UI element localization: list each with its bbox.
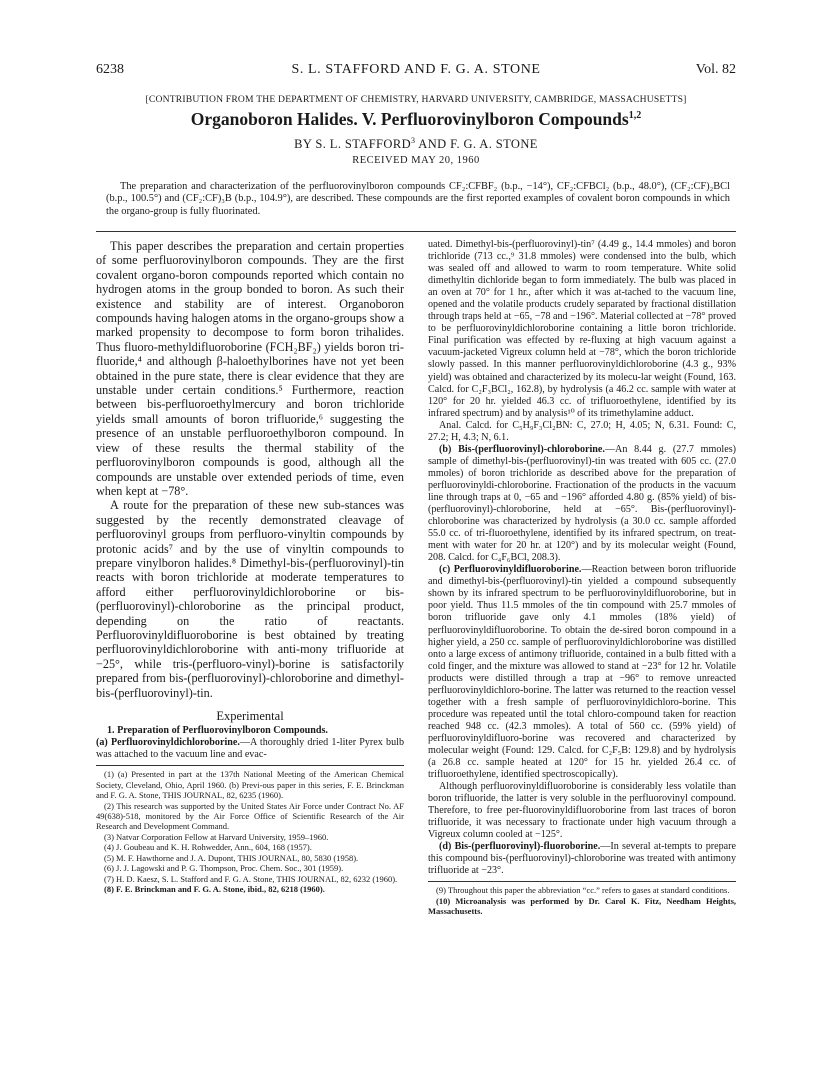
footnote-4: (4) J. Goubeau and K. H. Rohwedder, Ann., 604, 168 (1957). (104, 842, 312, 853)
volume-label: Vol. 82 (695, 62, 736, 77)
subsection-a-text: —A thoroughly dried 1-liter Pyrex bulb was attached to the vacuum line and evac- (96, 737, 404, 761)
experimental-lead (96, 725, 404, 761)
intro-paragraph-2: A route for the preparation of these new sub-stances was suggested by the recently demonstrated cleavage of perfluorovinyl groups from perfluoro-vinyltin compounds by protonic acids⁷ and by the use of vinyltin compounds to prepare vinylboron halides.⁸ Dimethyl-bis-(perfluorovinyl)-tin reacts with boron trichloride at moderate temperatures to afford either perfluorovinyldichloroborine or bis-(perfluorovinyl)-chloroborine as the principal product, depending on the ratio of reactants. Perfluorovinyldifluoroborine is best obtained by treating perfluorovinyldichloroborine with anti-mony trifluoride at −25°, while tris-(perfluoro-vinyl)-borine is satisfactorily prepared from bis-(perfluorovinyl)-chloroborine and dimethyl-bis-(perfluorovinyl)-tin. (96, 498, 404, 700)
footnote-7: (7) H. D. Kaesz, S. L. Stafford and F. G. A. Stone, THIS JOURNAL, 82, 6232 (1960). (104, 873, 398, 884)
title-text: Organoboron Halides. V. Perfluorovinylboron Compounds (190, 109, 629, 129)
left-column (96, 239, 404, 895)
byline (96, 136, 736, 152)
right-column (428, 239, 736, 917)
footnote-2: (2) This research was supported by the United States Air Force under Contract No. AF 49(638)-518, monitored by the Air Force Office of Scientific Research of the Air Research and Development Command. (96, 800, 404, 832)
intro-paragraph-1: This paper describes the preparation and certain properties of some perfluorovinylboron compounds. They are the first covalent organo-boron compounds reported which contain no hydrogen atoms in the group bonded to boron. As such their existence and stability are of interest. Organoboron compounds having halogen atoms in the organo-groups show a marked propensity to decompose to form boron trihalides. Thus fluoro-methyldifluoroborine (FCH₂BF₂) yields boron tri-fluoride,⁴ and although β-haloethylborines have not yet been obtained in the pure state, there is clear evidence that they are unstable under certain conditions.⁵ Furthermore, reaction between bis-perfluoroethylmercury and boron trichloride yields small amounts of boron trifluoride,⁶ suggesting the presence of an unstable perfluoroethylboron compound. In view of these results the thermal stability of the perfluorovinylboron compounds is good, although all the compounds are unstable over extended periods of time, even when kept at −78°. (96, 239, 404, 498)
abstract-text: The preparation and characterization of the perfluorovinylboron compounds CF₂:CFBF₂ (b.p., −14°), CF₂:CFBCl₂ (b.p., 48.0°), (CF₂:CF)₂BCl (b.p., 100.5°) and (CF₂:CF)₃B (b.p., 104.9°), are described. These compounds are the first reported examples of covalent boron compounds in which the organo-group is fully fluorinated. (106, 181, 730, 217)
received-date: RECEIVED MAY 20, 1960 (352, 155, 480, 166)
analysis-paragraph: Anal. Calcd. for C₅H₉F₃Cl₂BN: C, 27.0; H, 4.05; N, 6.31. Found: C, 27.2; H, 4.3; N, 6.1. (428, 419, 736, 443)
byline-prefix: BY (294, 137, 312, 152)
footnote-1: (1) (a) Presented in part at the 137th National Meeting of the American Chemical Society, Cleveland, Ohio, April 1960. (b) Previ-ous paper in this series, F. E. Brinckman and F. G. A. Stone, THIS JOURNAL, 82, 6235 (1960). (96, 769, 404, 801)
author-1-footnote: 3 (411, 136, 416, 145)
subsection-d-label: (d) Bis-(perfluorovinyl)-fluoroborine. (439, 841, 601, 853)
abstract-divider (96, 231, 736, 232)
footnote-9: (9) Throughout this paper the abbreviation “cc.” refers to gases at standard conditions. (436, 885, 730, 896)
footnote-divider-right (428, 881, 736, 882)
subsection-c (428, 564, 736, 781)
running-head (96, 62, 736, 82)
section-1-heading: 1. Preparation of Perfluorovinylboron Compounds. (107, 725, 328, 736)
footnote-divider-left (96, 765, 404, 766)
running-authors: S. L. STAFFORD AND F. G. A. STONE (291, 62, 541, 77)
subsection-a-label: (a) Perfluorovinyldichloroborine. (96, 737, 240, 749)
byline-conjunction: AND (418, 137, 447, 152)
footnote-10: (10) Microanalysis was performed by Dr. Carol K. Fitz, Needham Heights, Massachusetts. (428, 895, 736, 917)
abstract (106, 181, 730, 218)
subsection-c-label: (c) Perfluorovinyldifluoroborine. (439, 564, 582, 576)
subsection-d (428, 841, 736, 877)
footnote-8: (8) F. E. Brinckman and F. G. A. Stone, ibid., 82, 6218 (1960). (104, 884, 325, 895)
subsection-b-label: (b) Bis-(perfluorovinyl)-chloroborine. (439, 443, 605, 455)
author-1: S. L. STAFFORD (315, 137, 412, 152)
footnote-6: (6) J. J. Lagowski and P. G. Thompson, Proc. Chem. Soc., 301 (1959). (104, 863, 344, 874)
subsection-b-text: —An 8.44 g. (27.7 mmoles) sample of dimethyl-bis-(perfluorovinyl)-tin was treated with 605 cc. (27.0 mmoles) of boron trichloride as described above for the preparation of perfluorovinyldi-chloroborine. Fractionation of the products in the vacuum line through traps at 0, −65 and −196° afforded 4.80 g. (85% yield) of bis-(perfluorovinyl)-chloroborine, held at −65°. Bis-(perfluorovinyl)-chloroborine was characterized by hydrolysis (a 30.0 cc. sample afforded 55.0 cc. of tri-fluoroethylene, identified by its infrared spectrum, on treat-ment with water for 20 hr. at 120°) and by its molecular weight (Found, 208. Calcd. for C₄F₆BCl, 208.3). (428, 443, 737, 564)
subsection-a-continued: uated. Dimethyl-bis-(perfluorovinyl)-tin⁷ (4.49 g., 14.4 mmoles) and boron trichloride (713 cc.,⁹ 31.8 mmoles) were condensed into the bulb, which was sealed off and allowed to warm to room temperature. White solid dimethyltin dichloride began to form immediately. The bulb was placed in an oven at 70° for 1 hr., after which it was at-tached to the vacuum line, opened and the volatile products crudely separated by fractional distillation through traps held at −65, −78 and −196°. Material collected at −78° proved to be perfluorovinyldichloroborine containing a little boron trichloride. Final purification was effected by re-fluxing at high vacuum against a vacuum-jacketed Vigreux column held at −78°, which the boron trichloride slowly passed. In this manner perfluorovinyldichloroborine (4.3 g., 93% yield) was obtained and characterized by its molecu-lar weight (Found, 163. Calcd. for C₂F₃BCl₂, 162.8), by hydrolysis (a 46.2 cc. sample with water at 120° for 20 hr. yielded 46.3 cc. of trifluoroethylene, identified by its infrared spectrum) and by analysis¹⁰ of its trimethylamine adduct. (428, 239, 736, 419)
article-title (96, 109, 736, 130)
footnote-3: (3) Natvar Corporation Fellow at Harvard University, 1959–1960. (104, 831, 329, 842)
subsection-b (428, 444, 736, 564)
page-number: 6238 (96, 62, 124, 77)
subsection-c-text: —Reaction between boron trifluoride and dimethyl-bis-(perfluorovinyl)-tin yielded a compound subsequently shown by its infrared spectrum to be perfluorovinyldifluoroborine, but in poor yield. Thus 11.5 mmoles of the tin compound with 25.7 mmoles of boron trifluoride gave only 4.1 mmoles (18% yield) of perfluorovinyldifluoroborine. To obtain the de-sired boron compound in a higher yield, a 250 cc. sample of perfluorovinyldichloroborine was distilled onto a large excess of antimony trifluoride, contained in a bulb fitted with a cold finger, and the mixture was allowed to stand at −23° for 12 hr. Volatile products were distilled through a trap at −96° to remove unreacted perfluorovinyldichloro-borine. The latter was returned to the reaction vessel together with a fresh sample of perfluorovinyldichloro-borine. This procedure was repeated until the total chloro-compound taken for reaction reached 948 cc. (42.3 mmoles). A total of 560 cc. (59% yield) of perfluorovinyldifluoro-borine was recovered and characterized by molecular weight (Found: 129. Calcd. for C₂F₅B: 129.8) and by hydrolysis (a 26.8 cc. sample heated at 120° for 15 hr. yielded 26.4 cc. of trifluoroethylene, identified spectroscopically). (428, 564, 737, 781)
subsection-d-text: —In several at-tempts to prepare this compound bis-(perfluorovinyl)-chloroborine was treated with antimony trifluoride at −23°. (428, 841, 736, 877)
experimental-heading: Experimental (216, 709, 284, 723)
contribution-line: [CONTRIBUTION FROM THE DEPARTMENT OF CHEMISTRY, HARVARD UNIVERSITY, CAMBRIDGE, MASSACHUSETTS] (145, 94, 687, 105)
title-footnote-marks: 1,2 (628, 110, 642, 122)
footnote-5: (5) M. F. Hawthorne and J. A. Dupont, THIS JOURNAL, 80, 5830 (1958). (104, 852, 359, 863)
subsection-c-paragraph-2: Although perfluorovinyldifluoroborine is considerably less volatile than boron trifluoride, the latter is very soluble in the perfluorovinyl compound. Therefore, to free per-fluorovinyldifluoroborine from last traces of boron trifluoride, it was necessary to fractionate under high vacuum through a Vigreux column cooled at −125°. (428, 781, 736, 841)
author-2: F. G. A. STONE (450, 137, 538, 152)
